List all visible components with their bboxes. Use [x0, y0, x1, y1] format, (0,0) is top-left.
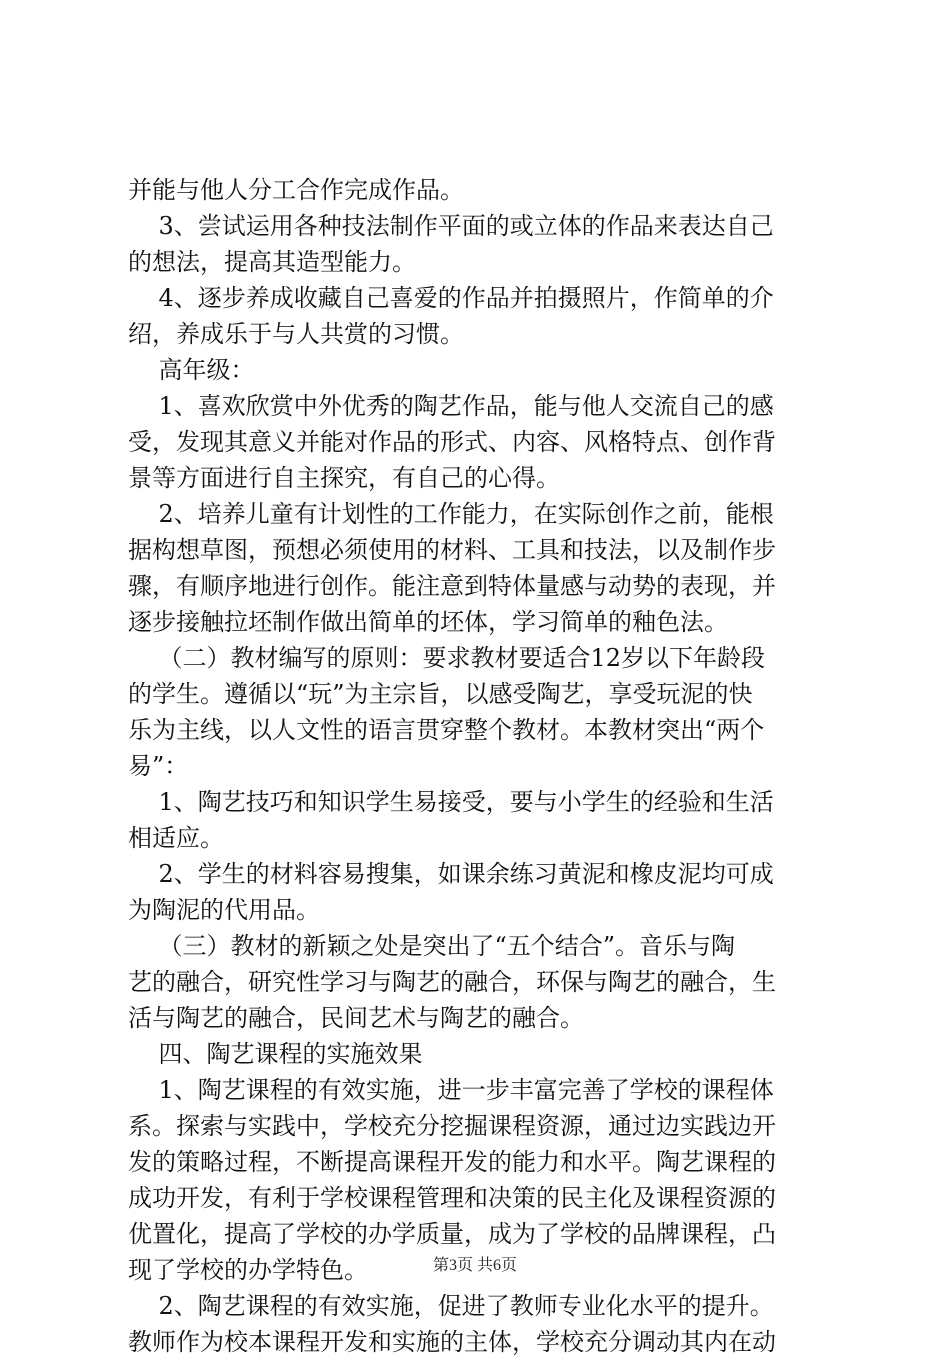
- text-line: 景等方面进行自主探究，有自己的心得。: [128, 464, 560, 492]
- text-line: 3、尝试运用各种技法制作平面的或立体的作品来表达自己: [128, 212, 774, 240]
- body-text: [128, 172, 832, 1360]
- text-line: 的想法，提高其造型能力。: [128, 248, 416, 276]
- text-line: 并能与他人分工合作完成作品。: [128, 176, 464, 204]
- text-line: 1、陶艺技巧和知识学生易接受，要与小学生的经验和生活: [128, 788, 774, 816]
- text-line: 成功开发，有利于学校课程管理和决策的民主化及课程资源的: [128, 1184, 776, 1212]
- text-line: 2、学生的材料容易搜集，如课余练习黄泥和橡皮泥均可成: [128, 860, 774, 888]
- text-line: 教师作为校本课程开发和实施的主体，学校充分调动其内在动: [128, 1328, 776, 1356]
- text-line: 现了学校的办学特色。: [128, 1256, 368, 1284]
- text-line: 受，发现其意义并能对作品的形式、内容、风格特点、创作背: [128, 428, 776, 456]
- text-line: 易”：: [128, 752, 189, 780]
- text-line: 发的策略过程，不断提高课程开发的能力和水平。陶艺课程的: [128, 1148, 776, 1176]
- text-line: 优置化，提高了学校的办学质量，成为了学校的品牌课程，凸: [128, 1220, 776, 1248]
- text-line: （二）教材编写的原则：要求教材要适合12岁以下年龄段: [128, 644, 766, 672]
- text-line: 相适应。: [128, 824, 224, 852]
- text-line: 1、喜欢欣赏中外优秀的陶艺作品，能与他人交流自己的感: [128, 392, 774, 420]
- text-line: 系。探索与实践中，学校充分挖掘课程资源，通过边实践边开: [128, 1112, 776, 1140]
- text-line: 4、逐步养成收藏自己喜爱的作品并拍摄照片，作简单的介: [128, 284, 774, 312]
- text-line: 为陶泥的代用品。: [128, 896, 320, 924]
- page-footer: 第3页 共6页: [432, 1257, 517, 1274]
- text-line: 乐为主线，以人文性的语言贯穿整个教材。本教材突出“两个: [128, 716, 765, 744]
- text-line: 逐步接触拉坯制作做出简单的坯体，学习简单的釉色法。: [128, 608, 728, 636]
- text-line: 绍，养成乐于与人共赏的习惯。: [128, 320, 464, 348]
- text-line: 高年级：: [128, 356, 255, 384]
- text-line: 艺的融合，研究性学习与陶艺的融合，环保与陶艺的融合，生: [128, 968, 776, 996]
- text-line: 据构想草图，预想必须使用的材料、工具和技法，以及制作步: [128, 536, 776, 564]
- text-line: 四、陶艺课程的实施效果: [128, 1040, 423, 1068]
- text-line: 活与陶艺的融合，民间艺术与陶艺的融合。: [128, 1004, 584, 1032]
- text-line: 2、培养儿童有计划性的工作能力，在实际创作之前，能根: [128, 500, 774, 528]
- text-line: 1、陶艺课程的有效实施，进一步丰富完善了学校的课程体: [128, 1076, 774, 1104]
- text-line: （三）教材的新颖之处是突出了“五个结合”。音乐与陶: [128, 932, 736, 960]
- text-line: 2、陶艺课程的有效实施，促进了教师专业化水平的提升。: [128, 1292, 774, 1320]
- text-line: 的学生。遵循以“玩”为主宗旨，以感受陶艺，享受玩泥的快: [128, 680, 753, 708]
- text-line: 骤，有顺序地进行创作。能注意到特体量感与动势的表现，并: [128, 572, 776, 600]
